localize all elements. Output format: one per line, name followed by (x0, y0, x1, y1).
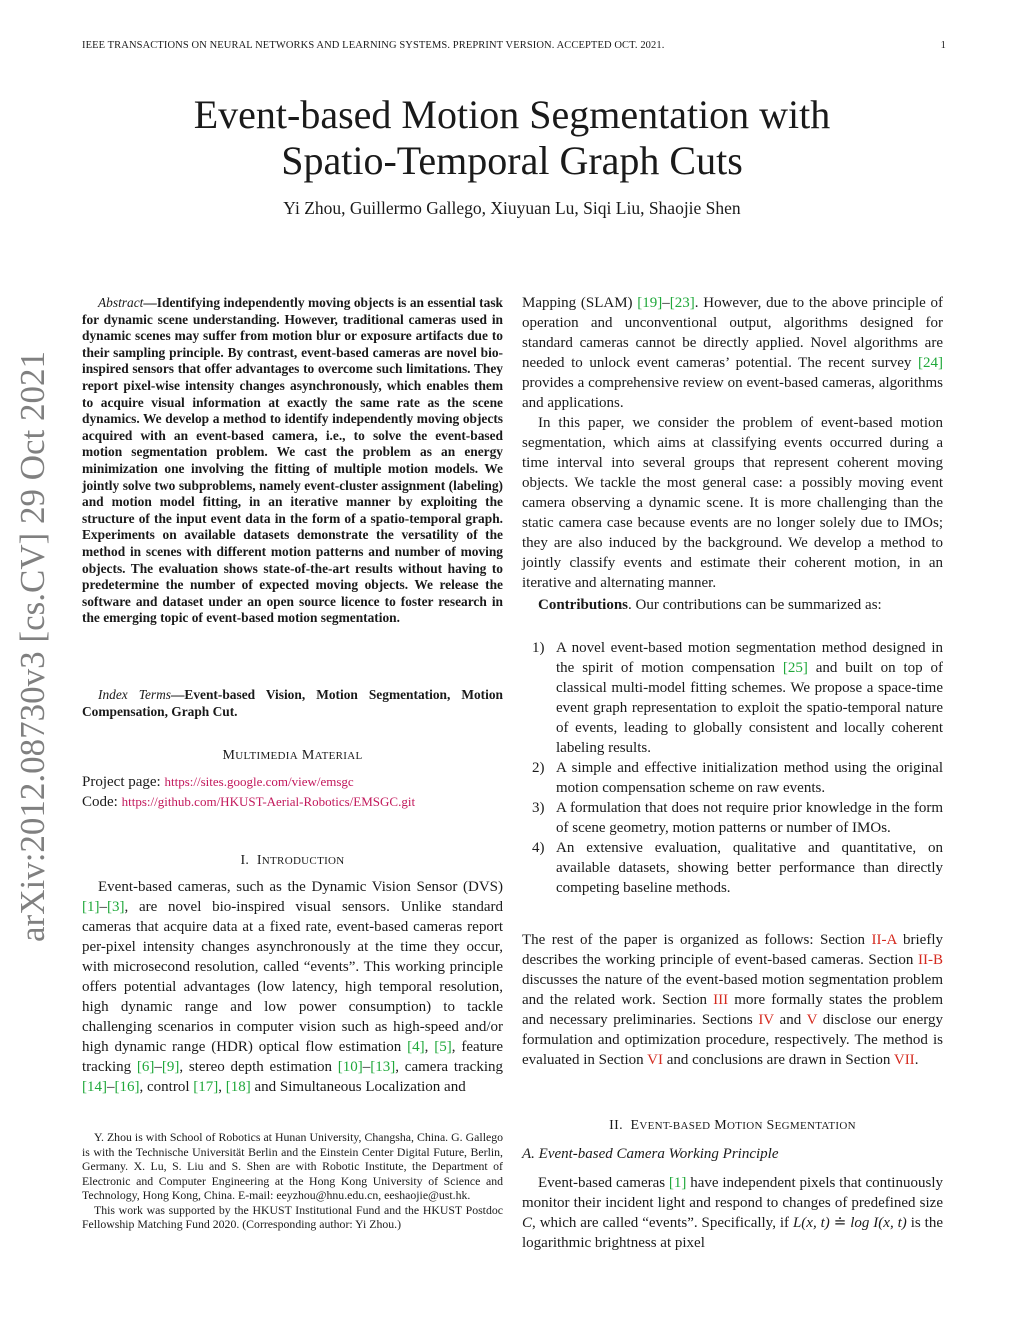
multimedia-heading: MULTIMEDIA MATERIAL (222, 748, 363, 763)
symbol-c: C (522, 1215, 533, 1231)
code-label: Code: (82, 794, 118, 810)
section-ref-link[interactable]: II-B (918, 952, 943, 968)
citation-link[interactable]: [18] (225, 1079, 251, 1095)
citation-link[interactable]: [13] (370, 1059, 396, 1075)
citation-link[interactable]: [14] (82, 1079, 107, 1095)
abstract-text: Identifying independently moving objects is an essential task for dynamic scene understanding. However, traditional cameras used in dynamic scenes may suffer from motion blur or exposure artifacts due to their sampling principle. By contrast, event-based cameras are novel bio-inspired sensors that offer advantages to overcome such limitations. They report pixel-wise intensity changes asynchronously, which enables them to acquire visual information at exactly the same rate as the scene dynamics. We develop a method to identify independently moving objects acquired with an event-based camera, i.e., to solve the event-based motion segmentation problem. We cast the problem as an energy minimization one involving the fitting of multiple motion models. We jointly solve two subproblems, namely event-cluster assignment (labeling) and motion model fitting, in an iterative manner by exploiting the structure of the input event data in the form of a spatio-temporal graph. Experiments on available datasets demonstrate the versatility of the method in scenes with different motion patterns and number of moving objects. The evaluation shows state-of-the-art results without having to predetermine the number of expected moving objects. We release the software and dataset under an open source licence to foster research in the emerging topic of event-based motion segmentation. (82, 295, 503, 626)
page-number: 1 (940, 40, 946, 51)
index-terms: Index Terms—Event-based Vision, Motion Segmentation, Motion Compensation, Graph Cut. (82, 687, 503, 719)
list-item: 3) A formulation that does not require prior knowledge in the form of scene geometry, motion patterns or number of IMOs. (532, 800, 943, 836)
list-item: 1) A novel event-based motion segmentation method designed in the spirit of motion compensation [25] and built on top of classical multi-model fitting schemes. We propose a space-time event graph representation to exploit the spatio-temporal nature of events, leading to globally consistent and locally coherent labeling results. (532, 640, 943, 756)
index-terms-text: Event-based Vision, Motion Segmentation, Motion Compensation, Graph Cut. (82, 687, 503, 719)
subsection-heading: A. Event-based Camera Working Principle (522, 1146, 779, 1162)
project-page-label: Project page: (82, 774, 161, 790)
footnote-affiliations: Y. Zhou is with School of Robotics at Hunan University, Changsha, China. G. Gallego is with the Technische Universität Berlin and the Einstein Center Digital Future, Berlin, Germany. X. Lu, S. Liu and S. Shen are with Robotic Institute, the Department of Electronic and Computer Engineering at the Hong Kong University of Science and Technology, Hong Kong, China. E-mail: eeyzhou@hnu.edu.cn, eeshaojie@ust.hk. (82, 1130, 503, 1202)
footnote-funding: This work was supported by the HKUST Institutional Fund and the HKUST Postdoc Fellowship Matching Fund 2020. (Corresponding author: Yi Zhou.) (82, 1202, 503, 1231)
citation-link[interactable]: [23] (669, 295, 695, 311)
right-column-text: Mapping (SLAM) [19]–[23]. However, due to the above principle of operation and unconventional output, algorithms designed for standard cameras cannot be directly applied. Novel algorithms are needed to unlock event cameras’ potential. The recent survey [24] provides a comprehensive review on event-based cameras, algorithms and applications. In this paper, we consider the problem of event-based motion segmentation, which aims at classifying events occurred during a time interval into several groups that represent coherent moving objects. We tackle the most general case: a possibly moving event camera observing a dynamic scene. It is more challenging than the static camera case because events are no longer solely due to IMOs; they are also induced by the background. We develop a method to jointly classify events and estimate their coherent motion, in an iterative and alternating manner. Contributions. Our contributions can be summarized as: (522, 295, 943, 613)
paper-organization-paragraph: The rest of the paper is organized as follows: Section II-A briefly describes the working principle of event-based cameras. Section II-B discusses the nature of the event-based motion segmentation problem and the related work. Section III more formally states the problem and necessary preliminaries. Sections IV and V disclose our energy formulation and optimization procedure, respectively. The method is evaluated in Section VI and conclusions are drawn in Section VII. (522, 932, 944, 1068)
journal-name: IEEE TRANSACTIONS ON NEURAL NETWORKS AND LEARNING SYSTEMS. PREPRINT VERSION. ACCEPTED OCT. 2021. (82, 40, 665, 51)
list-item: 4) An extensive evaluation, qualitative and quantitative, on available datasets, showing better performance than directly competing baseline methods. (532, 840, 943, 896)
code-line (82, 791, 503, 813)
paper-scope-paragraph: In this paper, we consider the problem of event-based motion segmentation, which aims at classifying events occurred during a time interval into several groups that represent coherent moving objects. We tackle the most general case: a possibly moving event camera observing a dynamic scene. It is more challenging than the static camera case because events are no longer solely due to IMOs; they are also induced by the background. We develop a method to jointly classify events and estimate their coherent motion, in an iterative and alternating manner. (522, 415, 943, 591)
citation-link[interactable]: [19] (637, 295, 663, 311)
section-ref-link[interactable]: VII (893, 1052, 915, 1068)
contributions-label: Contributions (538, 597, 629, 613)
list-item: 2) A simple and effective initialization method using the original motion compensation scheme on raw events. (532, 760, 943, 796)
citation-link[interactable]: [1] (82, 899, 100, 915)
paper-title (0, 92, 1024, 184)
running-head (82, 40, 946, 51)
section-ref-link[interactable]: II-A (871, 932, 897, 948)
citation-link[interactable]: [4] (407, 1039, 425, 1055)
citation-link[interactable]: [3] (107, 899, 125, 915)
citation-link[interactable]: [10] (337, 1059, 363, 1075)
math-expression: L(x, t) ≐ log I(x, t) (792, 1215, 907, 1231)
introduction-heading: I. INTRODUCTION (240, 853, 345, 868)
project-page-line (82, 771, 503, 793)
title-line-1: Event-based Motion Segmentation with (193, 92, 831, 137)
author-list: Yi Zhou, Guillermo Gallego, Xiuyuan Lu, Siqi Liu, Shaojie Shen (283, 198, 741, 218)
index-terms-label: Index Terms (98, 687, 172, 702)
code-link[interactable]: https://github.com/HKUST-Aerial-Robotics/EMSGC.git (121, 794, 416, 809)
introduction-paragraph: Event-based cameras, such as the Dynamic Vision Sensor (DVS) [1]–[3], are novel bio-inspired visual sensors. Unlike standard cameras that acquire data at a fixed rate, event-based cameras report per-pixel intensity changes asynchronously at the time they occur, with microsecond resolution, called “events”. This working principle offers potential advantages (low latency, high temporal resolution, high dynamic range and low power consumption) to tackle challenging scenarios in computer vision such as high-speed and/or high dynamic range (HDR) optical flow estimation [4], [5], feature tracking [6]–[9], stereo depth estimation [10]–[13], camera tracking [14]–[16], control [17], [18] and Simultaneous Localization and (82, 879, 504, 1095)
abstract: Abstract—Identifying independently moving objects is an essential task for dynamic scene understanding. However, traditional cameras used in dynamic scenes may suffer from motion blur or exposure artifacts due to their sampling principle. By contrast, event-based cameras are novel bio-inspired sensors that offer advantages to overcome such limitations. They report pixel-wise intensity changes asynchronously, which enables them to acquire visual information at exactly the same rate as the scene dynamics. We develop a method to identify independently moving objects acquired with an event-based camera, i.e., to solve the event-based motion segmentation problem. We cast the problem as an energy minimization one involving the fitting of multiple motion models. We jointly solve two subproblems, namely event-cluster assignment (labeling) and motion model fitting, in an iterative manner by exploiting the structure of the input event data in the form of a spatio-temporal graph. Experiments on available datasets demonstrate the versatility of the method in scenes with different motion patterns and number of moving objects. The evaluation shows state-of-the-art results without having to predetermine the number of expected moving objects. We release the software and dataset under an open source licence to foster research in the emerging topic of event-based motion segmentation. (82, 295, 503, 626)
arxiv-stamp: arXiv:2012.08730v3 [cs.CV] 29 Oct 2021 (13, 350, 52, 942)
citation-link[interactable]: [6] (136, 1059, 155, 1075)
section-ref-link[interactable]: V (806, 1012, 818, 1028)
title-line-2: Spatio-Temporal Graph Cuts (281, 138, 743, 183)
section-ref-link[interactable]: III (713, 992, 729, 1008)
citation-link[interactable]: [24] (918, 355, 943, 371)
footnote (82, 1130, 503, 1232)
citation-link[interactable]: [5] (434, 1039, 452, 1055)
abstract-label: Abstract (98, 295, 144, 310)
citation-link[interactable]: [9] (161, 1059, 180, 1075)
contributions-list (522, 638, 943, 898)
working-principle-paragraph: Event-based cameras [1] have independent pixels that continuously monitor their incident light and respond to changes of predefined size C, which are called “events”. Specifically, if L(x, t) ≐ log I(x, t) is the logarithmic brightness at pixel (522, 1175, 943, 1251)
project-page-link[interactable]: https://sites.google.com/view/emsgc (164, 774, 354, 789)
citation-link[interactable]: [25] (782, 660, 808, 676)
section-2-heading: II. EVENT-BASED MOTION SEGMENTATION (609, 1118, 856, 1133)
section-ref-link[interactable]: IV (758, 1012, 774, 1028)
citation-link[interactable]: [16] (114, 1079, 140, 1095)
citation-link[interactable]: [17] (193, 1079, 219, 1095)
section-ref-link[interactable]: VI (647, 1052, 663, 1068)
citation-link[interactable]: [1] (668, 1175, 687, 1191)
